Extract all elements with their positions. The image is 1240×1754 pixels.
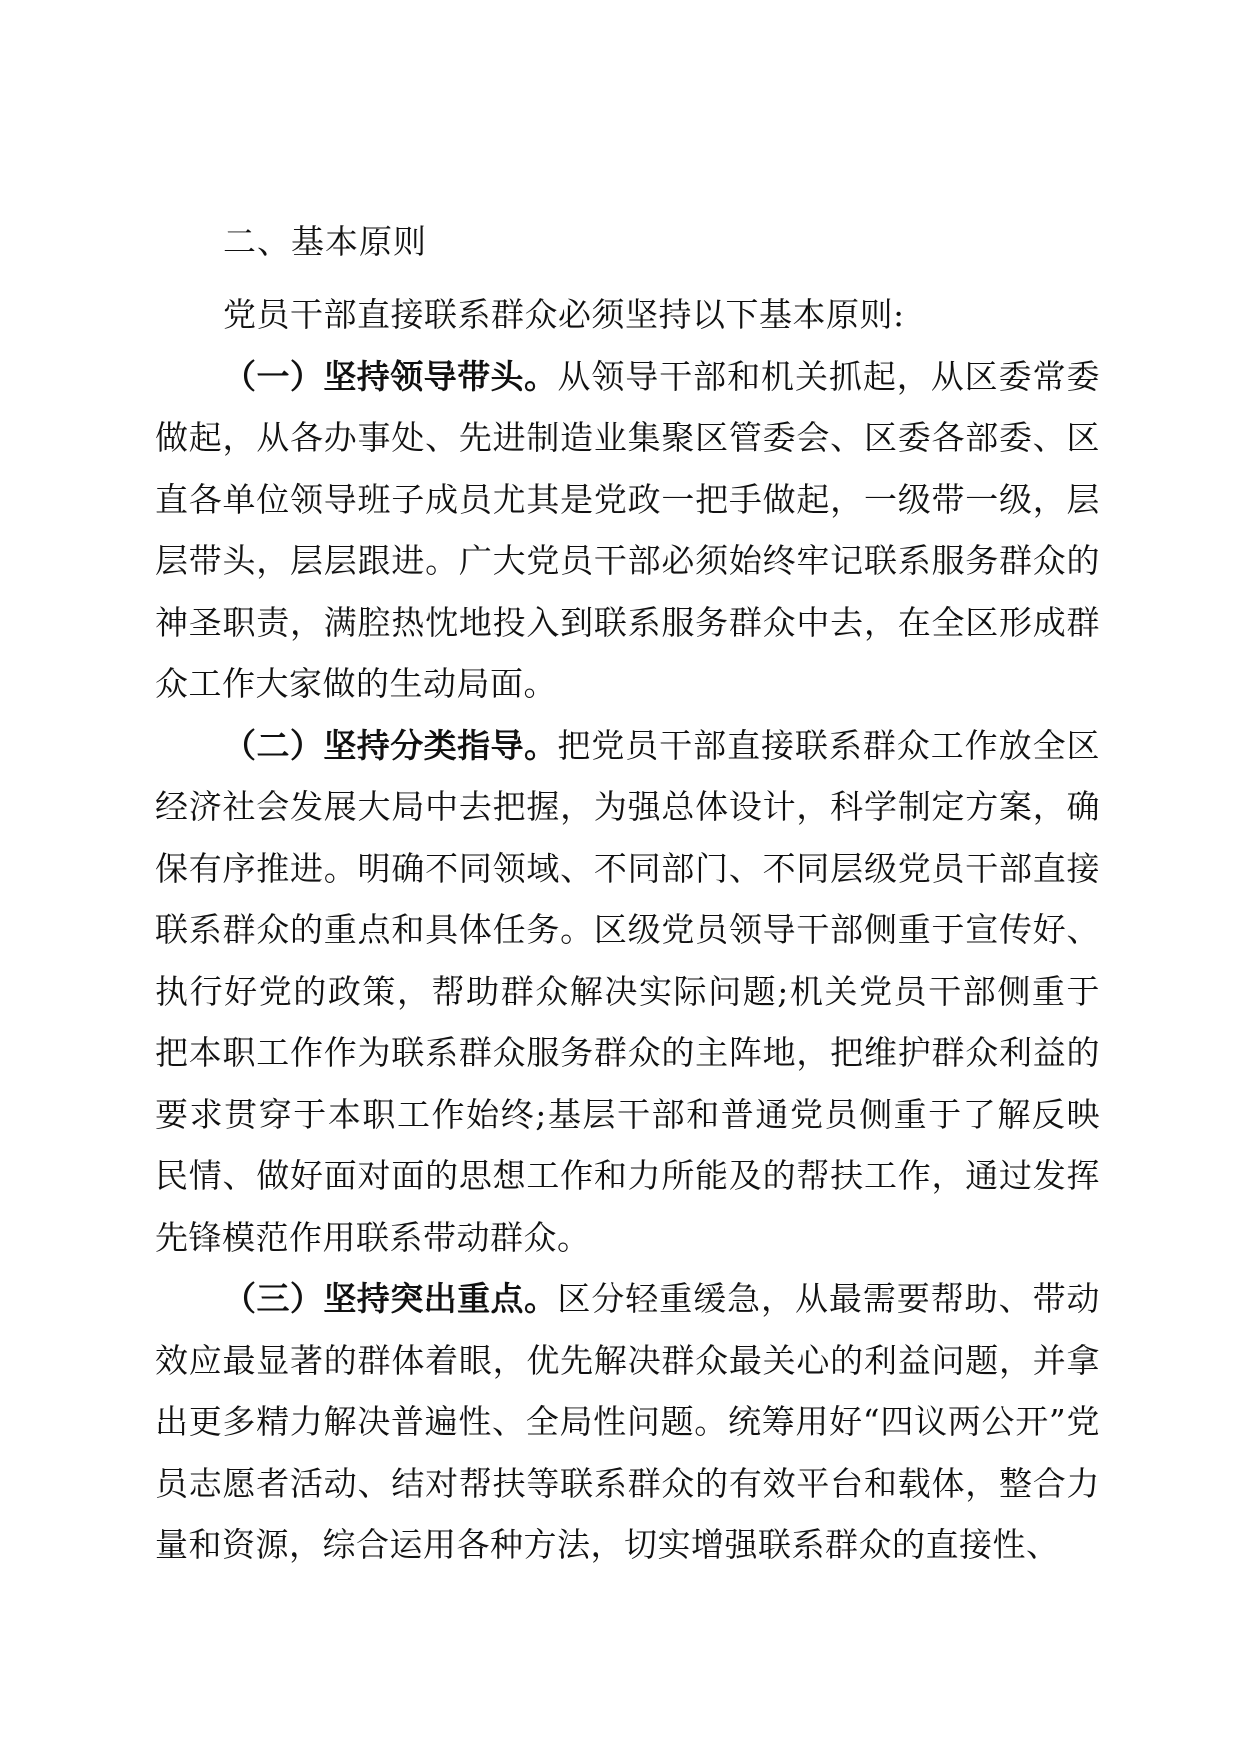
principle-paragraph-2: [155, 715, 1100, 1269]
principle-paragraph-3: [155, 1268, 1100, 1576]
principle-2-body: 把党员干部直接联系群众工作放全区经济社会发展大局中去把握，为强总体设计，科学制定方案，确保有序推进。明确不同领域、不同部门、不同层级党员干部直接联系群众的重点和具体任务。区级党员领导干部侧重于宣传好、执行好党的政策，帮助群众解决实际问题;机关党员干部侧重于把本职工作作为联系群众服务群众的主阵地，把维护群众利益的要求贯穿于本职工作始终;基层干部和普通党员侧重于了解反映民情、做好面对面的思想工作和力所能及的帮扶工作，通过发挥先锋模范作用联系带动群众。: [155, 725, 1101, 1257]
principle-3-lead: （三）坚持突出重点。: [223, 1279, 558, 1318]
intro-paragraph: 党员干部直接联系群众必须坚持以下基本原则:: [223, 295, 905, 334]
section-heading: 二、基本原则: [223, 222, 427, 261]
principle-paragraph-1: [155, 346, 1100, 715]
principle-1-body: 从领导干部和机关抓起，从区委常委做起，从各办事处、先进制造业集聚区管委会、区委各部委、区直各单位领导班子成员尤其是党政一把手做起，一级带一级，层层带头，层层跟进。广大党员干部必须始终牢记联系服务群众的神圣职责，满腔热忱地投入到联系服务群众中去，在全区形成群众工作大家做的生动局面。: [155, 356, 1101, 703]
principle-3-body: 区分轻重缓急，从最需要帮助、带动效应最显著的群体着眼，优先解决群众最关心的利益问题，并拿出更多精力解决普遍性、全局性问题。统筹用好“四议两公开”党员志愿者活动、结对帮扶等联系群众的有效平台和载体，整合力量和资源，综合运用各种方法，切实增强联系群众的直接性、: [155, 1279, 1101, 1564]
document-page: [155, 222, 1100, 1576]
principle-1-lead: （一）坚持领导带头。: [223, 356, 558, 396]
principle-2-lead: （二）坚持分类指导。: [223, 725, 558, 765]
